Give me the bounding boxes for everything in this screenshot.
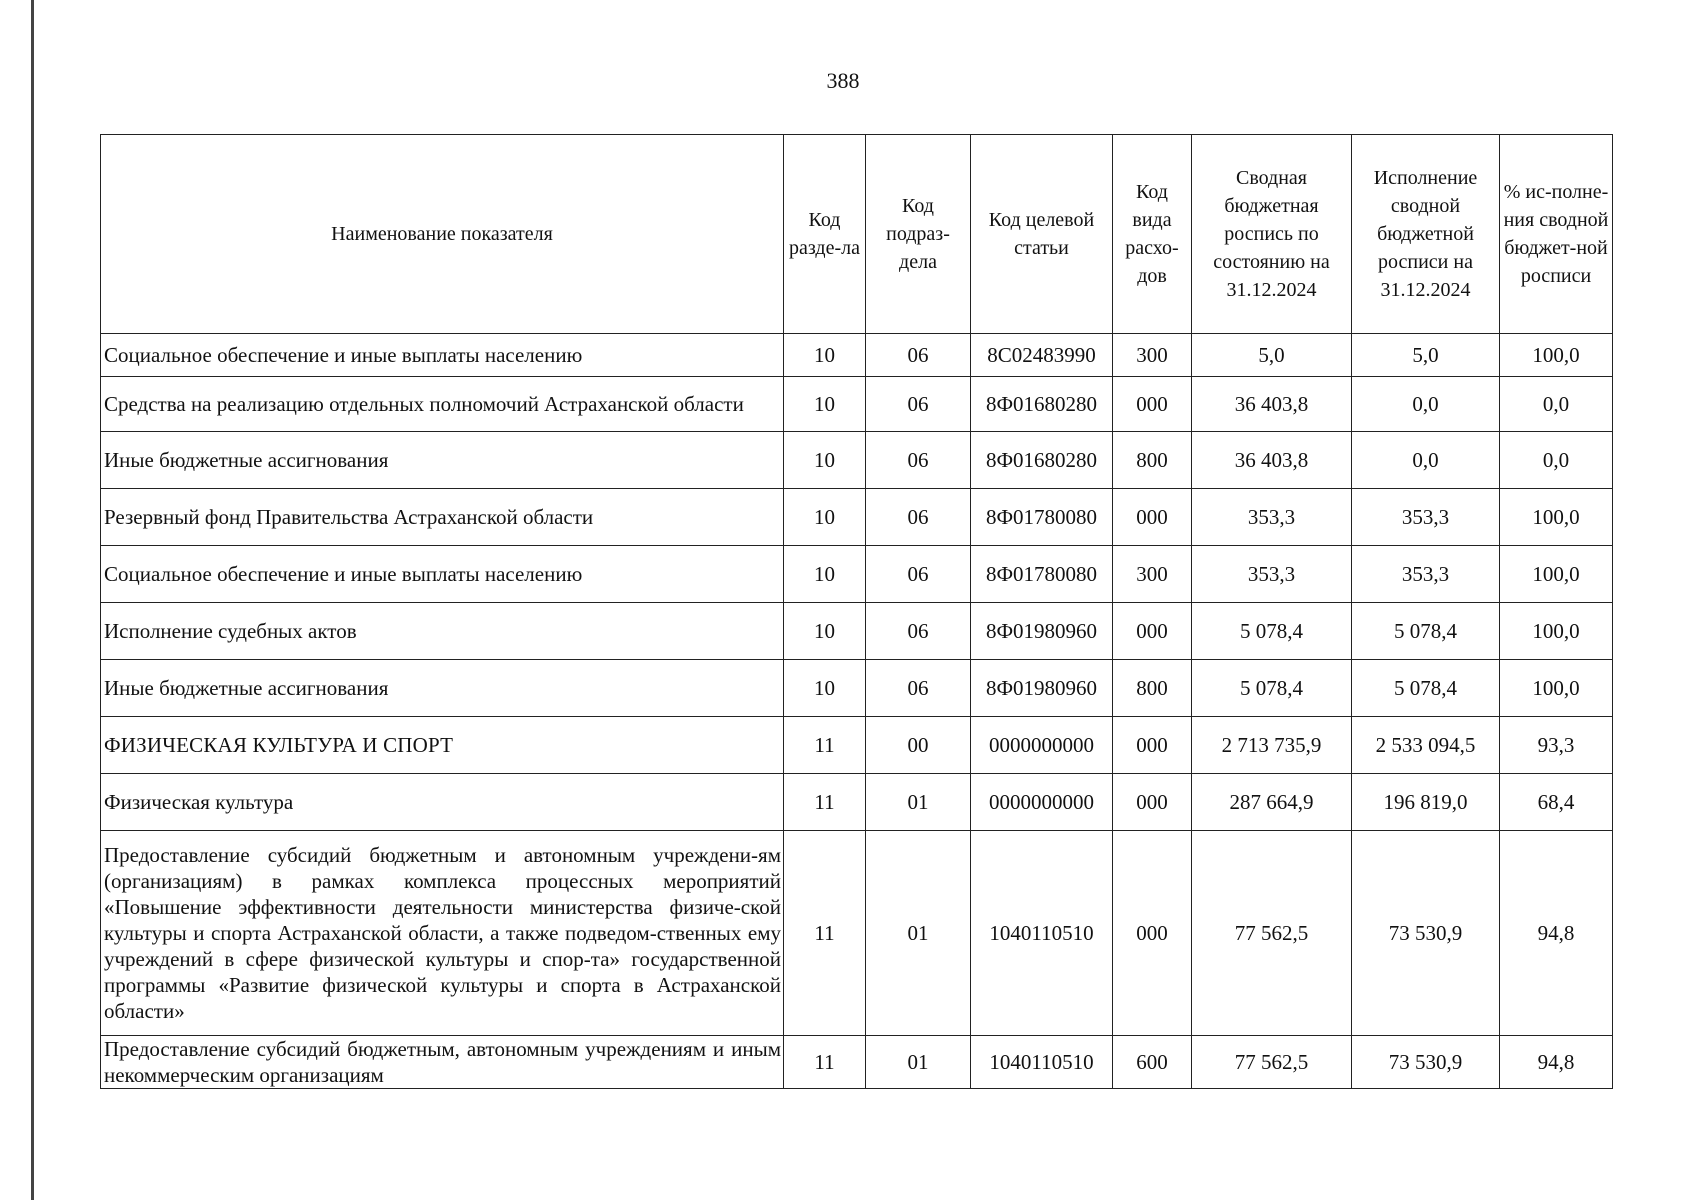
budget-execution-table: [100, 134, 1613, 1089]
row-executed: 5 078,4: [1352, 603, 1500, 660]
row-type: 000: [1113, 717, 1192, 774]
row-section: 10: [784, 660, 866, 717]
row-type: 000: [1113, 489, 1192, 546]
row-planned: 77 562,5: [1192, 831, 1352, 1036]
row-target: 0000000000: [971, 774, 1113, 831]
row-subsection: 01: [866, 774, 971, 831]
row-target: 8Ф01680280: [971, 432, 1113, 489]
table-header-row: [101, 135, 1613, 334]
table-row: [101, 1036, 1613, 1089]
row-type: 000: [1113, 603, 1192, 660]
row-executed: 353,3: [1352, 546, 1500, 603]
row-section: 11: [784, 717, 866, 774]
row-executed: 73 530,9: [1352, 831, 1500, 1036]
table-row: [101, 660, 1613, 717]
row-executed: 196 819,0: [1352, 774, 1500, 831]
row-type: 000: [1113, 377, 1192, 432]
binding-edge-line: [31, 0, 34, 1200]
row-target: 8Ф01680280: [971, 377, 1113, 432]
row-target: 8Ф01780080: [971, 546, 1113, 603]
row-planned: 5 078,4: [1192, 660, 1352, 717]
table-row: [101, 717, 1613, 774]
header-execution-percent: % ис-полне-ния сводной бюджет-ной росписи: [1500, 135, 1613, 334]
row-section: 10: [784, 377, 866, 432]
header-section-code: Код разде-ла: [784, 135, 866, 334]
row-target: 8С02483990: [971, 334, 1113, 377]
row-percent: 100,0: [1500, 334, 1613, 377]
table-row: [101, 831, 1613, 1036]
row-name: Иные бюджетные ассигнования: [101, 660, 784, 717]
row-section: 11: [784, 1036, 866, 1089]
row-target: 1040110510: [971, 1036, 1113, 1089]
header-planned-budget: Сводная бюджетная роспись по состоянию на 31.12.2024: [1192, 135, 1352, 334]
row-section: 11: [784, 831, 866, 1036]
row-planned: 287 664,9: [1192, 774, 1352, 831]
row-subsection: 06: [866, 603, 971, 660]
row-subsection: 06: [866, 489, 971, 546]
row-planned: 36 403,8: [1192, 377, 1352, 432]
row-section: 11: [784, 774, 866, 831]
row-subsection: 01: [866, 1036, 971, 1089]
row-target: 8Ф01980960: [971, 660, 1113, 717]
table-row: [101, 334, 1613, 377]
table-row: [101, 603, 1613, 660]
row-percent: 94,8: [1500, 1036, 1613, 1089]
row-type: 000: [1113, 831, 1192, 1036]
row-planned: 5 078,4: [1192, 603, 1352, 660]
row-executed: 0,0: [1352, 432, 1500, 489]
row-section: 10: [784, 489, 866, 546]
row-name: Средства на реализацию отдельных полномочий Астраханской области: [101, 377, 784, 432]
header-indicator-name: Наименование показателя: [101, 135, 784, 334]
row-section: 10: [784, 334, 866, 377]
row-percent: 100,0: [1500, 660, 1613, 717]
row-percent: 100,0: [1500, 603, 1613, 660]
row-planned: 2 713 735,9: [1192, 717, 1352, 774]
row-target: 8Ф01980960: [971, 603, 1113, 660]
row-executed: 73 530,9: [1352, 1036, 1500, 1089]
row-type: 800: [1113, 432, 1192, 489]
row-type: 800: [1113, 660, 1192, 717]
row-percent: 0,0: [1500, 432, 1613, 489]
row-type: 600: [1113, 1036, 1192, 1089]
row-planned: 5,0: [1192, 334, 1352, 377]
row-planned: 353,3: [1192, 546, 1352, 603]
row-percent: 100,0: [1500, 489, 1613, 546]
row-subsection: 06: [866, 660, 971, 717]
row-section: 10: [784, 432, 866, 489]
row-executed: 2 533 094,5: [1352, 717, 1500, 774]
header-expense-type-code: Код вида расхо-дов: [1113, 135, 1192, 334]
row-percent: 68,4: [1500, 774, 1613, 831]
row-executed: 5 078,4: [1352, 660, 1500, 717]
row-name: Предоставление субсидий бюджетным, автономным учреждениям и иным некоммерческим организациям: [101, 1036, 784, 1089]
row-percent: 100,0: [1500, 546, 1613, 603]
row-planned: 353,3: [1192, 489, 1352, 546]
row-executed: 353,3: [1352, 489, 1500, 546]
row-subsection: 06: [866, 334, 971, 377]
row-subsection: 06: [866, 432, 971, 489]
table-row: [101, 774, 1613, 831]
table-row: [101, 432, 1613, 489]
table-row: [101, 489, 1613, 546]
row-target: 8Ф01780080: [971, 489, 1113, 546]
header-subsection-code: Код подраз-дела: [866, 135, 971, 334]
row-subsection: 06: [866, 377, 971, 432]
row-subsection: 01: [866, 831, 971, 1036]
row-type: 300: [1113, 546, 1192, 603]
row-planned: 36 403,8: [1192, 432, 1352, 489]
row-section: 10: [784, 546, 866, 603]
row-percent: 0,0: [1500, 377, 1613, 432]
row-name: Физическая культура: [101, 774, 784, 831]
row-name: Социальное обеспечение и иные выплаты населению: [101, 546, 784, 603]
row-executed: 0,0: [1352, 377, 1500, 432]
row-planned: 77 562,5: [1192, 1036, 1352, 1089]
header-target-code: Код целевой статьи: [971, 135, 1113, 334]
row-subsection: 06: [866, 546, 971, 603]
page-number: 388: [826, 68, 860, 93]
row-name: Социальное обеспечение и иные выплаты населению: [101, 334, 784, 377]
row-target: 1040110510: [971, 831, 1113, 1036]
row-name: Иные бюджетные ассигнования: [101, 432, 784, 489]
row-target: 0000000000: [971, 717, 1113, 774]
row-executed: 5,0: [1352, 334, 1500, 377]
table-row: [101, 546, 1613, 603]
row-name: ФИЗИЧЕСКАЯ КУЛЬТУРА И СПОРТ: [101, 717, 784, 774]
row-type: 000: [1113, 774, 1192, 831]
row-subsection: 00: [866, 717, 971, 774]
row-percent: 94,8: [1500, 831, 1613, 1036]
row-percent: 93,3: [1500, 717, 1613, 774]
row-section: 10: [784, 603, 866, 660]
row-name: Резервный фонд Правительства Астраханской области: [101, 489, 784, 546]
header-executed-budget: Исполнение сводной бюджетной росписи на 31.12.2024: [1352, 135, 1500, 334]
row-name: Предоставление субсидий бюджетным и автономным учреждени-ям (организациям) в рамках комплекса процессных мероприятий «Повышение эффективности деятельности министерства физиче-ской культуры и спорта Астраханской области, а также подведом-ственных ему учреждений в сфере физической культуры и спор-та» государственной программы «Развитие физической культуры и спорта в Астраханской области»: [101, 831, 784, 1036]
row-name: Исполнение судебных актов: [101, 603, 784, 660]
row-type: 300: [1113, 334, 1192, 377]
table-row: [101, 377, 1613, 432]
